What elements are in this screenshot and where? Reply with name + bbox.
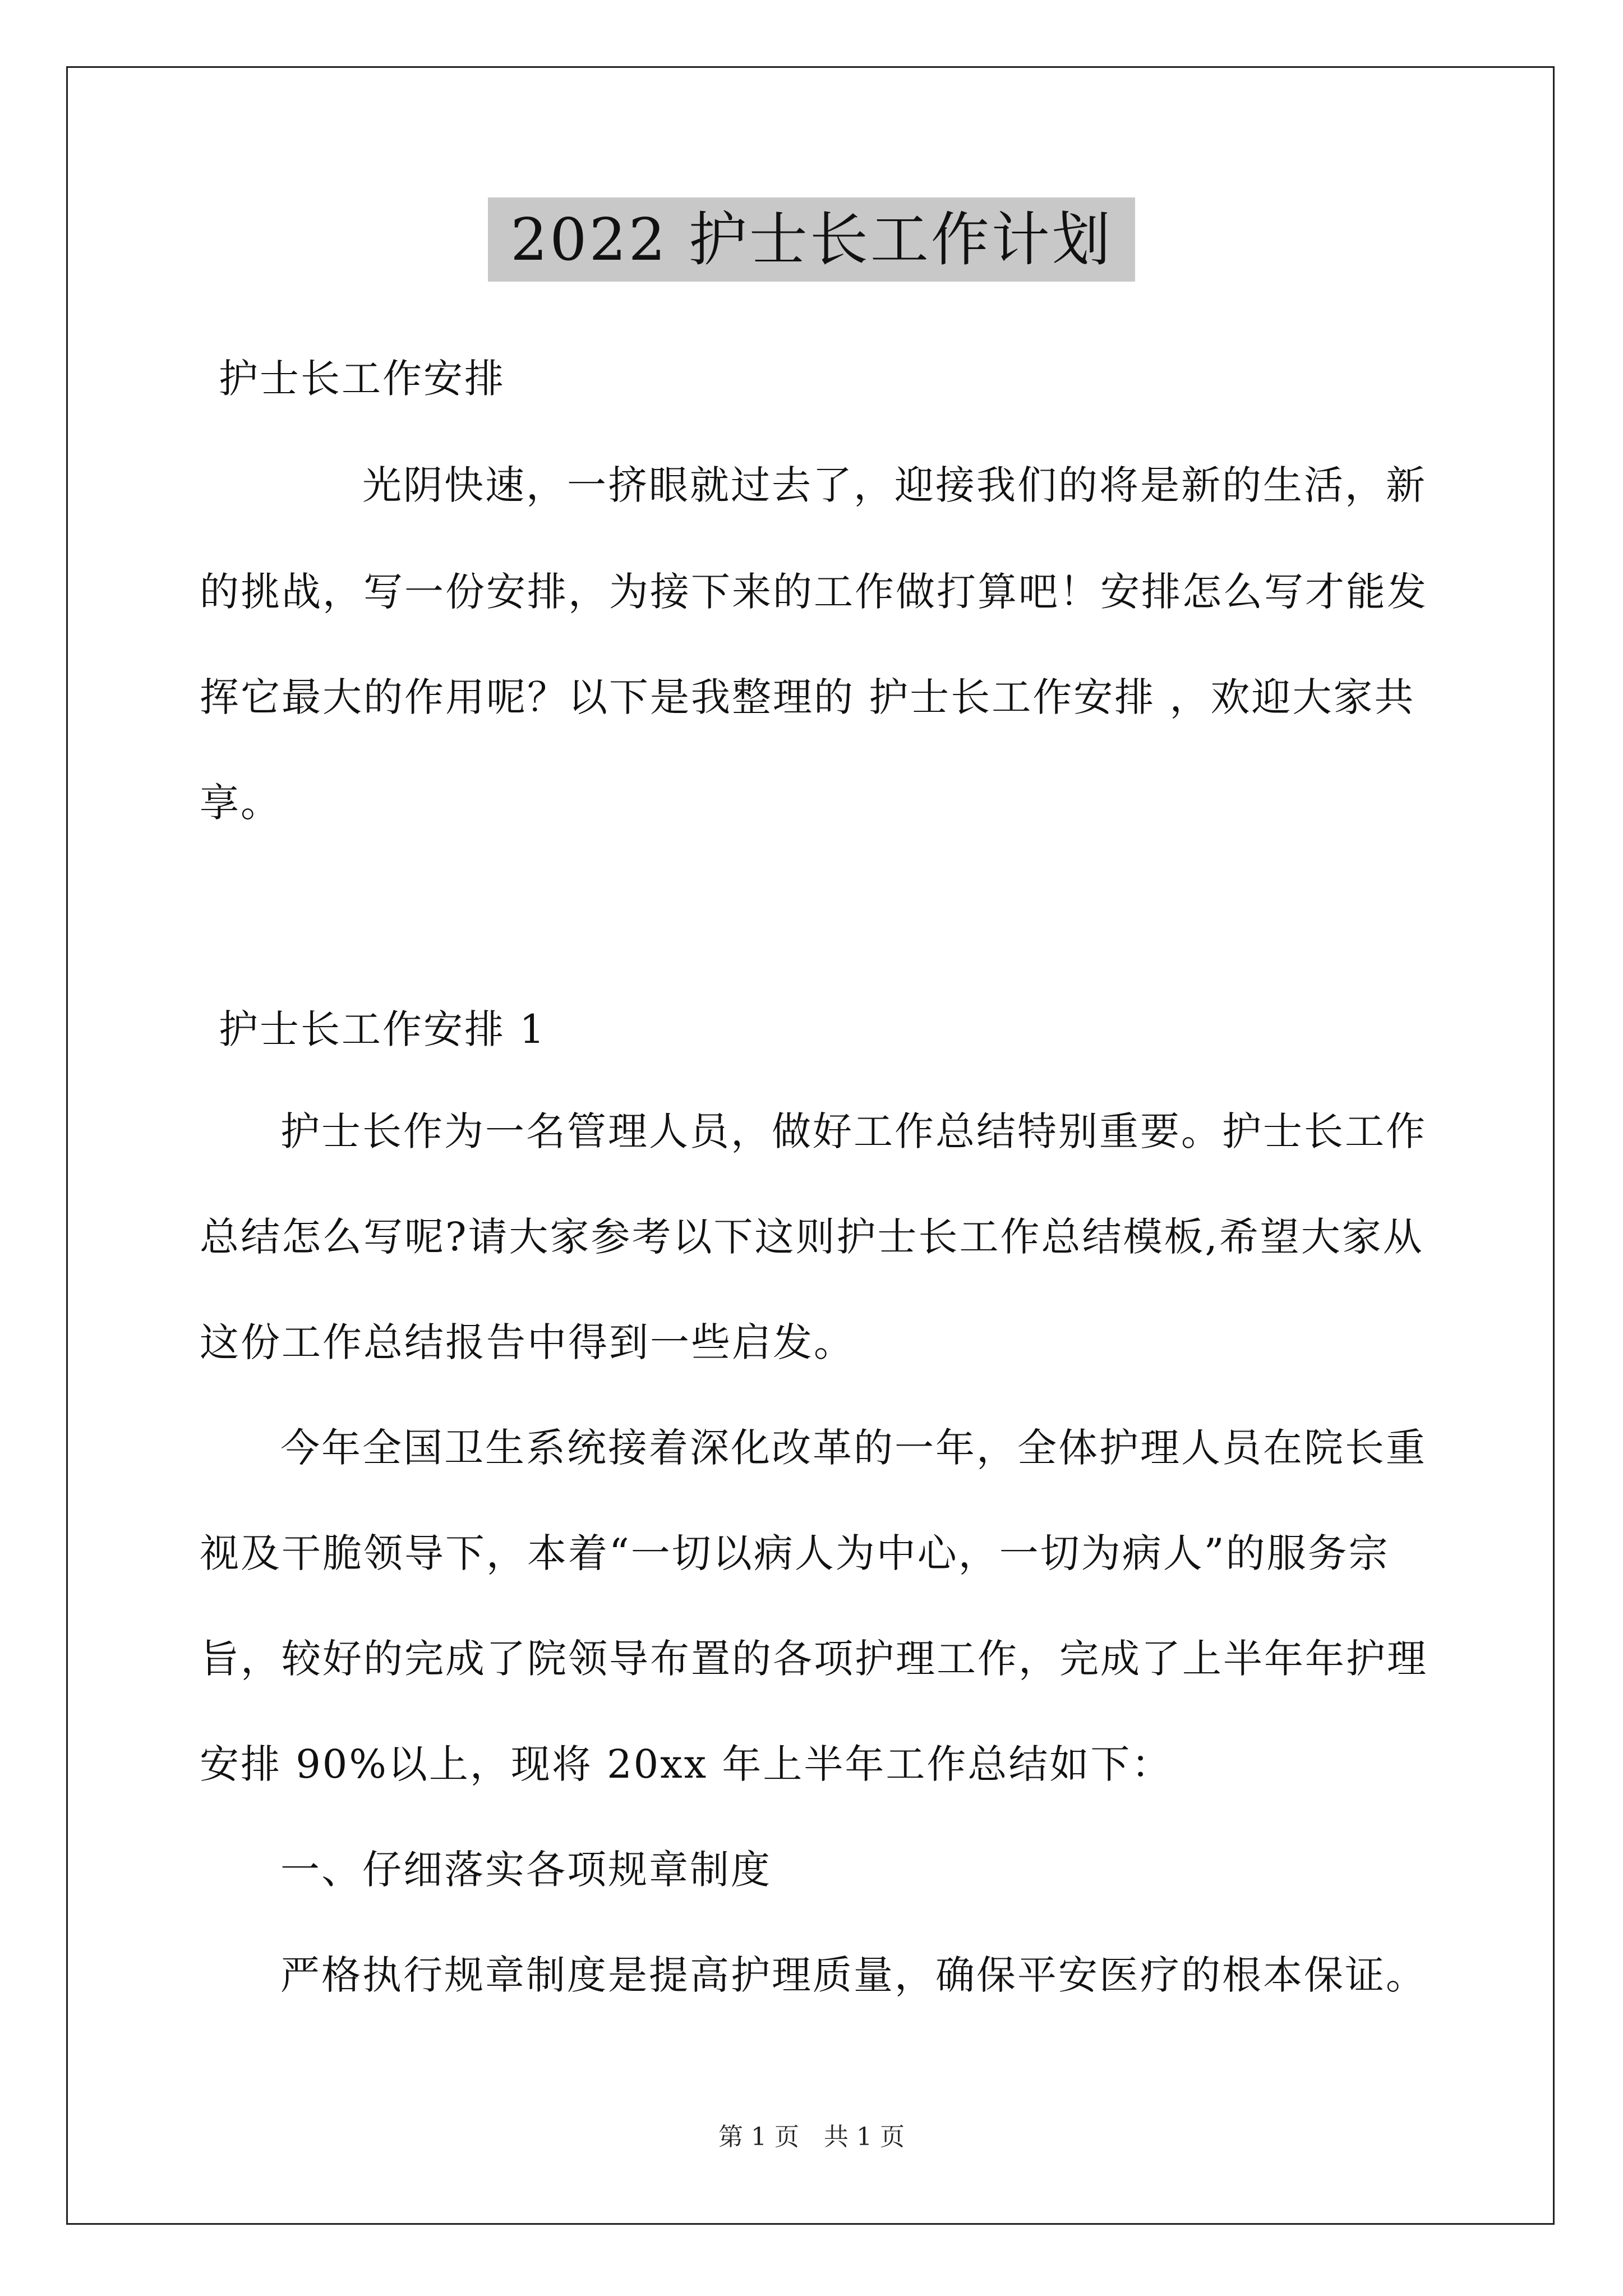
subsection-heading: 一、仔细落实各项规章制度 [280, 1847, 772, 1893]
paragraph-line: 挥它最大的作用呢？以下是我整理的 护士长工作安排 ，欢迎大家共 [200, 674, 1415, 720]
paragraph-line: 安排 90%以上，现将 20xx 年上半年工作总结如下： [200, 1741, 1173, 1787]
title-container [0, 197, 1623, 282]
paragraph-line: 旨，较好的完成了院领导布置的各项护理工作，完成了上半年年护理 [200, 1636, 1428, 1682]
paragraph-line: 的挑战，写一份安排，为接下来的工作做打算吧！安排怎么写才能发 [200, 569, 1428, 615]
paragraph-line: 总结怎么写呢?请大家参考以下这则护士长工作总结模板,希望大家从 [200, 1214, 1424, 1260]
paragraph-line: 护士长作为一名管理人员，做好工作总结特别重要。护士长工作 [280, 1108, 1427, 1154]
paragraph-line: 视及干脆领导下，本着“一切以病人为中心，一切为病人”的服务宗 [200, 1530, 1390, 1576]
paragraph-line: 严格执行规章制度是提高护理质量，确保平安医疗的根本保证。 [280, 1952, 1427, 1998]
document-title: 2022 护士长工作计划 [488, 197, 1135, 282]
section-heading: 护士长工作安排 1 [219, 1006, 546, 1052]
paragraph-line: 今年全国卫生系统接着深化改革的一年，全体护理人员在院长重 [280, 1425, 1427, 1471]
paragraph-line: 这份工作总结报告中得到一些启发。 [200, 1319, 855, 1365]
paragraph-line: 光阴快速，一挤眼就过去了，迎接我们的将是新的生活，新 [362, 462, 1427, 508]
section-heading: 护士长工作安排 [219, 356, 505, 402]
page-footer: 第 1 页 共 1 页 [718, 2123, 905, 2151]
paragraph-line: 享。 [200, 780, 282, 826]
